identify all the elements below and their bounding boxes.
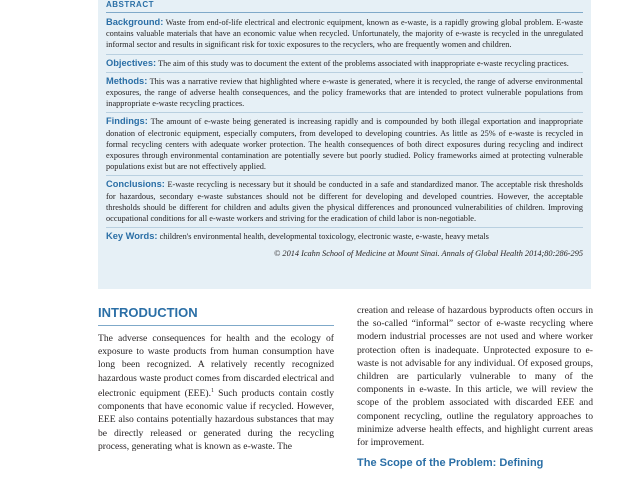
abstract-conclusions (106, 179, 583, 228)
right-column (357, 304, 593, 469)
subsection-title-scope: The Scope of the Problem: Defining (357, 457, 544, 470)
abstract-label-objectives: Objectives: (106, 57, 157, 68)
abstract-label-methods: Methods: (106, 75, 148, 86)
abstract-text-methods: This was a narrative review that highlighted where e-waste is generated, where it is recycled, the range of adverse environmental exposures, the range of adverse health consequences, and the policy frameworks that are intended to protect vulnerable populations from inappropriate e-waste recycling practices. (106, 76, 583, 109)
reference-marker[interactable]: 1 (211, 387, 214, 394)
abstract-label-conclusions: Conclusions: (106, 179, 165, 190)
abstract-methods (106, 76, 583, 114)
abstract-text-conclusions: E-waste recycling is necessary but it should be conducted in a safe and standardized manor. The acceptable risk thresholds for hazardous, secondary e-waste substances should not be different for developing and developed countries. However, the acceptable thresholds should be different for children and adults given the physical differences and pronounced vulnerabilities of children. Improving occupational conditions for all e-waste workers and striving for the eradication of child labor is non-negotiable. (106, 180, 583, 224)
abstract-label-keywords: Key Words: (106, 231, 158, 242)
abstract-text-findings: The amount of e-waste being generated is increasing rapidly and is compounded by both illegal exportation and inappropriate donation of electronic equipment, especially computers, from developed to developing countries. As little as 25% of e-waste is recycled in formal recycling centers with adequate worker protection. The health consequences of both direct exposures during recycling and indirect exposures through environmental contamination are potentially severe but poorly studied. Policy frameworks aimed at protecting vulnerable populations exist but are not effectively applied. (106, 117, 583, 172)
abstract-text-objectives: The aim of this study was to document the extent of the problems associated with inappropriate e-waste recycling practices. (158, 58, 569, 68)
abstract-header: ABSTRACT (106, 0, 583, 13)
section-title-introduction: INTRODUCTION (98, 305, 334, 326)
intro-text-a: The adverse consequences for health and the ecology of exposure to waste products from human consumption have long been recognized. A relatively recently recognized hazardous waste product comes from discarded electrical and electronic equipment (EEE). (98, 333, 334, 399)
abstract-box (98, 0, 591, 289)
abstract-label-background: Background: (106, 17, 164, 27)
abstract-label-findings: Findings: (106, 116, 148, 127)
abstract-text-keywords: children's environmental health, developmental toxicology, electronic waste, e-waste, heavy metals (159, 232, 489, 242)
intro-paragraph-left (98, 332, 334, 453)
abstract-keywords (106, 231, 583, 245)
citation: © 2014 Icahn School of Medicine at Mount Sinai. Annals of Global Health 2014;80:286-295 (274, 249, 583, 259)
abstract-background (106, 17, 583, 55)
left-column (98, 305, 334, 453)
intro-text-b: Such products contain costly components that have economic value if recycled. However, EEE also contains potentially hazardous substances that may be directly released or generated during the recycling process, generating what is known as e-waste. The (98, 388, 334, 452)
abstract-findings (106, 116, 583, 176)
abstract-text-background: Waste from end-of-life electrical and electronic equipment, known as e-waste, is a rapidly growing global problem. E-waste contains valuable materials that have an economic value when recycled. Unfortunately, the majority of e-waste is recycled in the unregulated informal sector and results in significant risk for toxic exposures to the recyclers, who are frequently women and children. (106, 18, 583, 50)
abstract-objectives (106, 58, 583, 73)
intro-paragraph-right: creation and release of hazardous byproducts often occurs in the so-called “informal” sector of e-waste recycling where modern industrial processes are not used and where worker protection often is inadequate. Unprotected exposure to e-waste is not advisable for any individual. Of exposed groups, children are particularly vulnerable to many of the components in e-waste. In this article, we will review the scope of the problem associated with discarded EEE and component recycling, outline the regulatory approaches to minimize adverse health effects, and highlight current areas for improvement. (357, 305, 593, 449)
